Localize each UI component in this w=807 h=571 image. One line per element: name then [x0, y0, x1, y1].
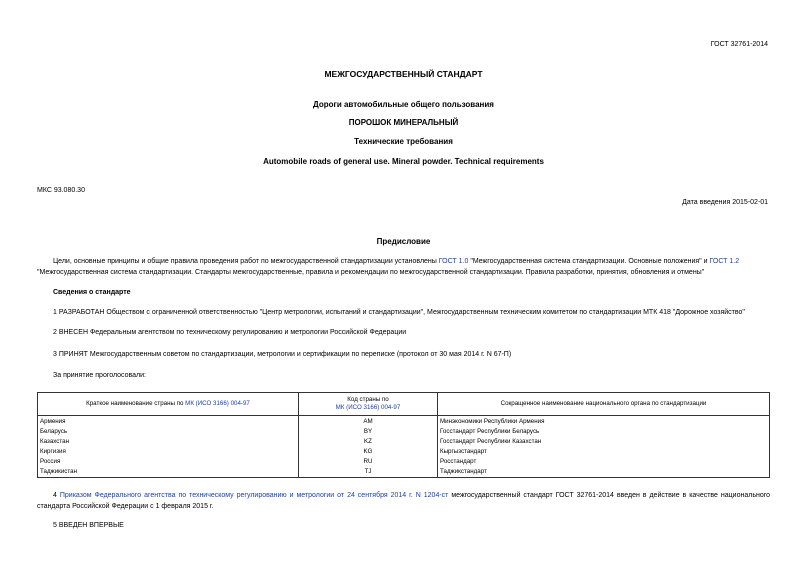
table-row — [38, 437, 770, 447]
cell-country: Таджикистан — [38, 467, 299, 478]
cell-body: Минэкономики Республики Армения — [438, 416, 770, 428]
voting-table — [37, 392, 770, 478]
foreword-paragraph — [37, 256, 770, 278]
mk-iso-link-2[interactable]: МК (ИСО 3166) 004-97 — [335, 404, 401, 411]
introduction-date: Дата введения 2015-02-01 — [682, 199, 768, 206]
foreword-text-2: "Межгосударственная система стандартизации. Основные положения" и — [468, 258, 710, 265]
cell-body: Росстандарт — [438, 457, 770, 467]
item-5: 5 ВВЕДЕН ВПЕРВЫЕ — [53, 522, 124, 529]
info-title: Сведения о стандарте — [53, 289, 131, 296]
cell-country: Казахстан — [38, 437, 299, 447]
cell-code: BY — [299, 427, 438, 437]
cell-country: Беларусь — [38, 427, 299, 437]
item-3: 3 ПРИНЯТ Межгосударственным советом по стандартизации, метрологии и сертификации по переписке (протокол от 30 мая 2014 г. N 67-П) — [53, 351, 512, 358]
item-4 — [37, 490, 770, 512]
cell-body: Кыргызстандарт — [438, 447, 770, 457]
cell-code: TJ — [299, 467, 438, 478]
item-4-number: 4 — [53, 492, 60, 499]
mks-code: МКС 93.080.30 — [37, 187, 85, 194]
cell-body: Госстандарт Республики Казахстан — [438, 437, 770, 447]
mk-iso-link-1[interactable]: МК (ИСО 3166) 004-97 — [185, 400, 250, 407]
order-link[interactable]: Приказом Федерального агентства по техническому регулированию и метрологии от 24 сентября 2014 г. N 1204-ст — [59, 492, 449, 499]
cell-body: Госстандарт Республики Беларусь — [438, 427, 770, 437]
column-header-body: Сокращенное наименование национального органа по стандартизации — [438, 393, 770, 416]
item-1: 1 РАЗРАБОТАН Обществом с ограниченной ответственностью "Центр метрологии, испытаний и стандартизации", Межгосударственным техническим комитетом по стандартизации МТК 418 "Дорожное хозяйство" — [53, 309, 745, 316]
cell-country: Киргизия — [38, 447, 299, 457]
table-row — [38, 447, 770, 457]
cell-code: KZ — [299, 437, 438, 447]
column-header-code-text: Код страны по — [347, 396, 389, 403]
document-code: ГОСТ 32761-2014 — [710, 41, 768, 48]
cell-country: Армения — [38, 416, 299, 428]
title-english: Automobile roads of general use. Mineral powder. Technical requirements — [263, 157, 544, 166]
gost-1-0-link[interactable]: ГОСТ 1.0 — [438, 258, 469, 265]
foreword-title: Предисловие — [376, 237, 431, 246]
foreword-text-1: Цели, основные принципы и общие правила проведения работ по межгосударственной стандартизации установлены — [53, 258, 439, 265]
cell-code: KG — [299, 447, 438, 457]
table-header-row — [38, 393, 770, 416]
cell-code: RU — [299, 457, 438, 467]
standard-heading: МЕЖГОСУДАРСТВЕННЫЙ СТАНДАРТ — [324, 69, 483, 79]
table-row — [38, 416, 770, 428]
title-line-3: Технические требования — [354, 137, 453, 146]
gost-1-2-link[interactable]: ГОСТ 1.2 — [709, 258, 740, 265]
title-line-2: ПОРОШОК МИНЕРАЛЬНЫЙ — [348, 118, 459, 127]
cell-country: Россия — [38, 457, 299, 467]
cell-body: Таджикстандарт — [438, 467, 770, 478]
title-line-1: Дороги автомобильные общего пользования — [313, 100, 494, 109]
table-row — [38, 427, 770, 437]
voted-label: За принятие проголосовали: — [53, 372, 146, 379]
cell-code: AM — [299, 416, 438, 428]
item-2: 2 ВНЕСЕН Федеральным агентством по техническому регулированию и метрологии Российской Федерации — [53, 329, 407, 336]
column-header-code — [299, 393, 438, 416]
item-4-text: межгосударственный стандарт ГОСТ 32761-2014 введен в действие в качестве национального стандарта Российской Федерации с 1 февраля 2015 г. — [37, 492, 771, 510]
table-row — [38, 467, 770, 478]
table-row — [38, 457, 770, 467]
column-header-country-text: Краткое наименование страны по — [86, 400, 186, 407]
foreword-text-3: "Межгосударственная система стандартизации. Стандарты межгосударственные, правила и рекомендации по межгосударственной стандартизации. Правила разработки, принятия, обновления и отмены" — [37, 269, 705, 276]
column-header-country — [38, 393, 299, 416]
